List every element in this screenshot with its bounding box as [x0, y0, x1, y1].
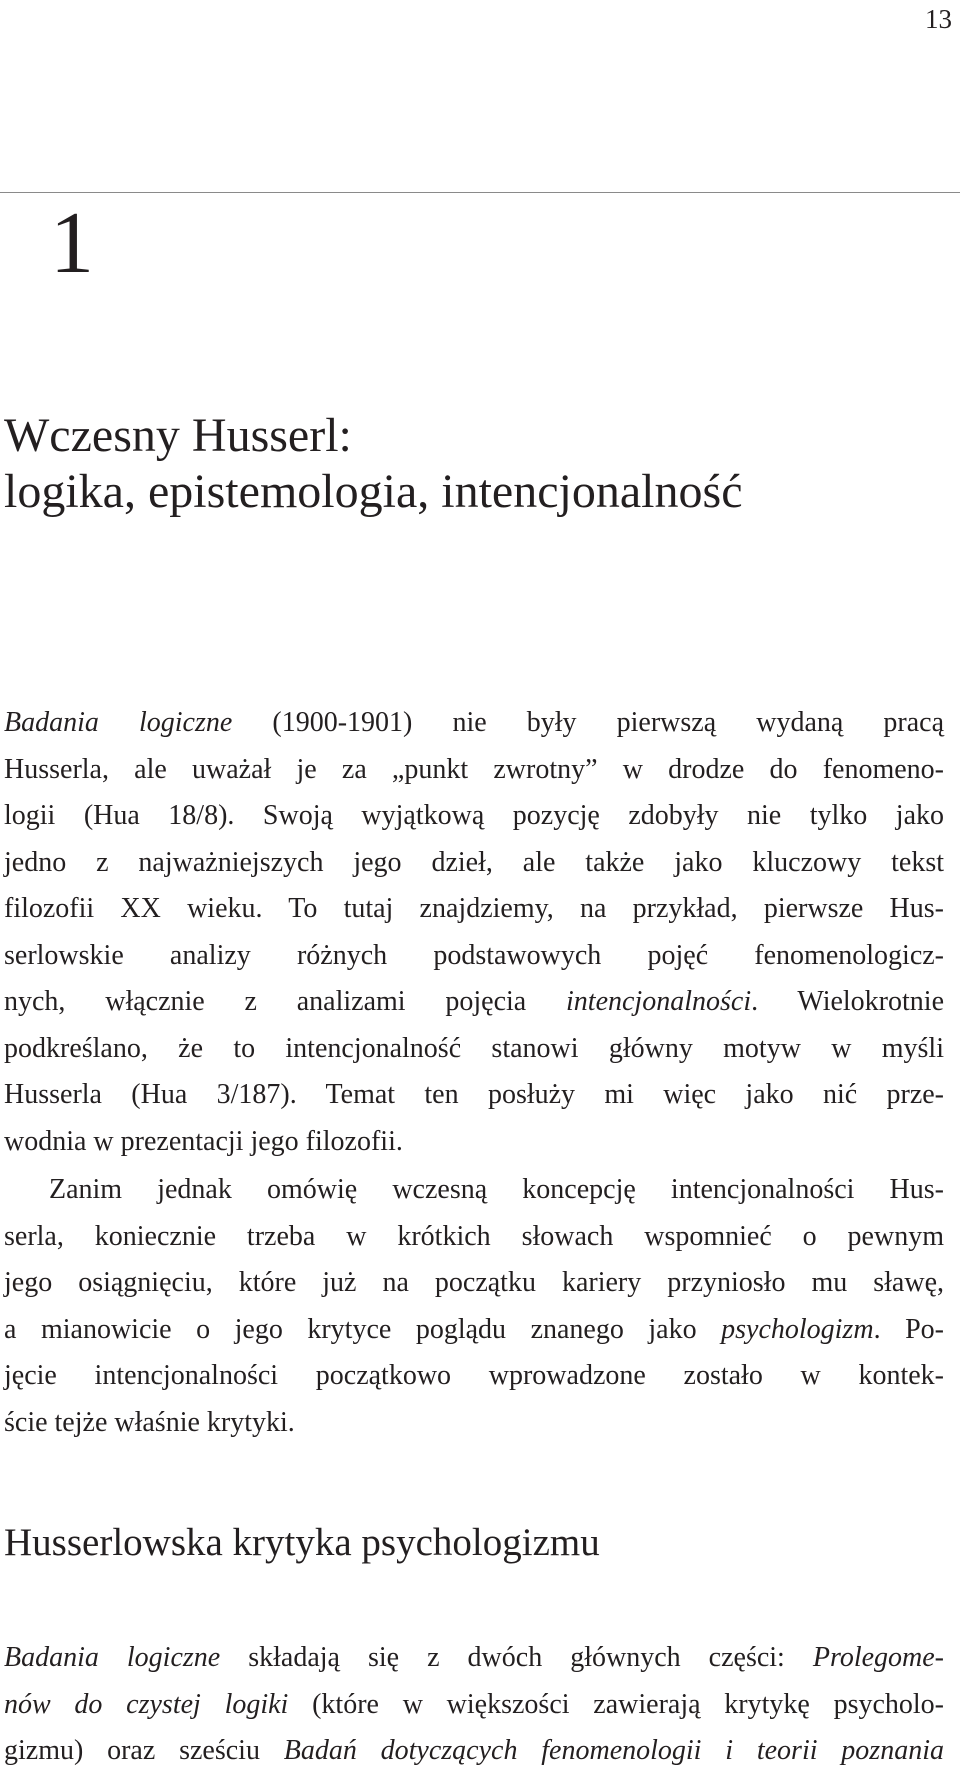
- text-run: nych, włącznie z analizami pojęcia: [4, 986, 567, 1017]
- text-run: . Po-: [873, 1313, 944, 1345]
- text-run: składają się z dwóch głównych części:: [220, 1642, 813, 1673]
- paragraph-1-line-7: [4, 979, 944, 1026]
- paragraph-2-line-5: jęcie intencjonalności początkowo wprowadzone zostało w kontek-: [4, 1360, 944, 1391]
- paragraph-2-line-2: serla, koniecznie trzeba w krótkich słowach wspomnieć o pewnym: [4, 1220, 944, 1252]
- book-title-italic: nów do czystej logiki: [4, 1688, 289, 1720]
- page-number: 13: [925, 4, 952, 34]
- paragraph-2-line-4: [4, 1307, 944, 1354]
- text-run: a mianowicie o jego krytyce poglądu znanego jako: [4, 1313, 722, 1345]
- paragraph-2-line-1: Zanim jednak omówię wczesną koncepcję intencjonalności Hus-: [49, 1174, 944, 1205]
- top-rule: [0, 192, 960, 193]
- paragraph-2-line-3: jego osiągnięciu, które już na początku kariery przyniosło mu sławę,: [4, 1267, 944, 1298]
- text-run: (które w większości zawierają krytykę psycholo-: [288, 1688, 944, 1720]
- chapter-title-line-1: Wczesny Husserl:: [4, 409, 352, 462]
- term-italic: intencjonalności: [566, 986, 752, 1017]
- paragraph-1-line-10: wodnia w prezentacji jego filozofii.: [4, 1125, 403, 1157]
- text-run: gizmu) oraz sześciu: [4, 1735, 284, 1766]
- paragraph-3-line-2: [4, 1682, 944, 1729]
- paragraph-3-line-3: [4, 1728, 944, 1775]
- text-run: (1900-1901) nie były pierwszą wydaną pracą: [232, 707, 944, 738]
- section-heading: Husserlowska krytyka psychologizmu: [4, 1521, 600, 1564]
- paragraph-1-line-2: Husserla, ale uważał je za „punkt zwrotny” w drodze do fenomeno-: [4, 753, 944, 785]
- paragraph-1-line-3: logii (Hua 18/8). Swoją wyjątkową pozycję zdobyły nie tylko jako: [4, 800, 944, 831]
- book-title-italic: Prolegome-: [812, 1642, 944, 1673]
- term-italic: psychologizm: [721, 1313, 874, 1345]
- text-run: . Wielokrotnie: [751, 986, 944, 1017]
- paragraph-1-line-5: filozofii XX wieku. To tutaj znajdziemy, na przykład, pierwsze Hus-: [4, 893, 944, 924]
- book-title-italic: Badania logiczne: [4, 707, 233, 738]
- paragraph-1-line-4: jedno z najważniejszych jego dzieł, ale także jako kluczowy tekst: [4, 846, 944, 878]
- paragraph-2-line-6: ście tejże właśnie krytyki.: [4, 1406, 295, 1438]
- paragraph-3-line-1: [4, 1635, 944, 1682]
- paragraph-1-line-6: serlowskie analizy różnych podstawowych pojęć fenomenologicz-: [4, 939, 944, 971]
- paragraph-2: [4, 1167, 944, 1446]
- paragraph-1: [4, 700, 944, 1165]
- paragraph-1-line-1: [4, 700, 944, 747]
- paragraph-1-line-9: Husserla (Hua 3/187). Temat ten posłuży mi więc jako nić prze-: [4, 1079, 944, 1110]
- chapter-number: 1: [50, 195, 94, 292]
- book-title-italic: Badania logiczne: [4, 1642, 221, 1673]
- chapter-title-line-2: logika, epistemologia, intencjonalność: [4, 465, 743, 518]
- paragraph-1-line-8: podkreślano, że to intencjonalność stanowi główny motyw w myśli: [4, 1032, 944, 1064]
- chapter-title: [4, 408, 944, 520]
- book-title-italic: Badań dotyczących fenomenologii i teorii poznania: [283, 1735, 944, 1766]
- paragraph-3: [4, 1635, 944, 1775]
